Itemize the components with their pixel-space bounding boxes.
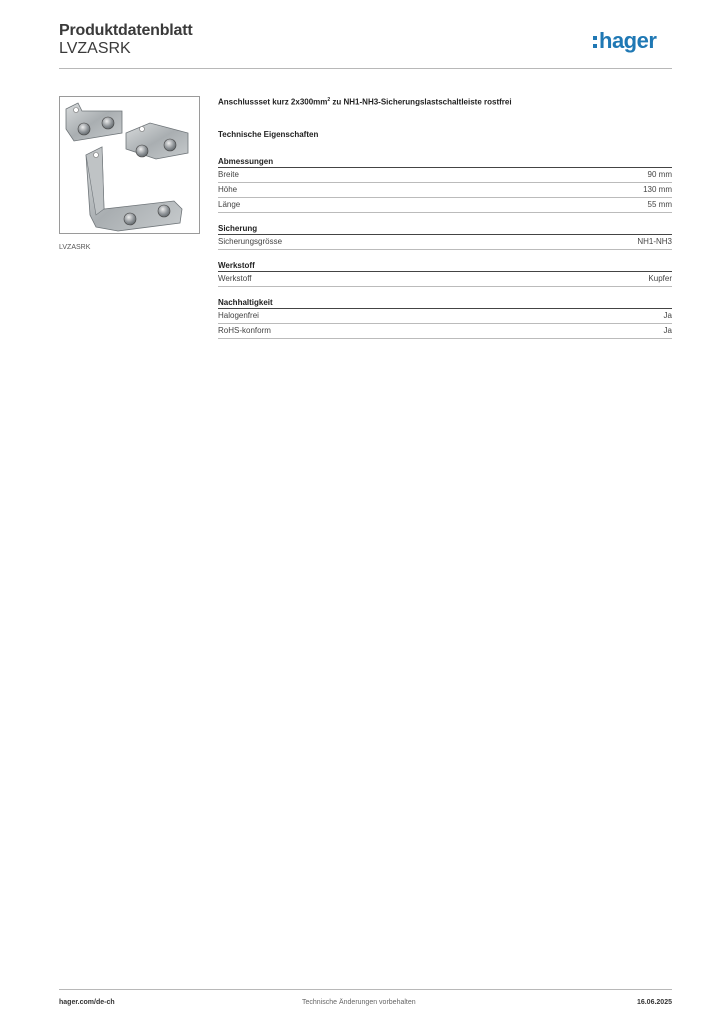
property-row bbox=[218, 324, 672, 339]
footer-date: 16.06.2025 bbox=[636, 999, 672, 1006]
hager-logo bbox=[593, 27, 675, 55]
property-label: RoHS-konform bbox=[218, 326, 271, 335]
property-label: Werkstoff bbox=[218, 274, 252, 283]
group-title: Abmessungen bbox=[218, 156, 672, 168]
logo-text: hager bbox=[599, 28, 657, 53]
logo-dot-bottom bbox=[593, 44, 597, 48]
page-title: Produktdatenblatt bbox=[59, 22, 193, 39]
properties-table bbox=[218, 156, 672, 349]
property-value: 130 mm bbox=[643, 185, 672, 194]
property-row bbox=[218, 183, 672, 198]
property-value: Kupfer bbox=[648, 274, 672, 283]
property-row bbox=[218, 168, 672, 183]
description-rest: zu NH1-NH3-Sicherungslastschaltleiste rostfrei bbox=[330, 97, 512, 107]
technical-properties-heading: Technische Eigenschaften bbox=[218, 130, 319, 139]
group-sustainability bbox=[218, 297, 672, 339]
group-fuse bbox=[218, 223, 672, 250]
product-code: LVZASRK bbox=[59, 40, 131, 57]
property-label: Länge bbox=[218, 200, 241, 209]
product-illustration bbox=[60, 97, 199, 233]
footer-divider bbox=[59, 989, 672, 990]
header-divider bbox=[59, 68, 672, 69]
group-title: Nachhaltigkeit bbox=[218, 297, 672, 309]
website-link[interactable]: hager.com/de-ch bbox=[59, 999, 115, 1006]
property-row bbox=[218, 272, 672, 287]
property-value: Ja bbox=[663, 311, 672, 320]
group-title: Werkstoff bbox=[218, 260, 672, 272]
property-label: Sicherungsgrösse bbox=[218, 237, 283, 246]
property-label: Höhe bbox=[218, 185, 238, 194]
image-caption: LVZASRK bbox=[59, 244, 91, 251]
connector-plate-2 bbox=[126, 123, 188, 159]
property-row bbox=[218, 309, 672, 324]
group-material bbox=[218, 260, 672, 287]
property-value: NH1-NH3 bbox=[637, 237, 672, 246]
connector-bracket bbox=[86, 147, 182, 231]
connector-plate-1 bbox=[66, 103, 122, 141]
product-description bbox=[218, 97, 672, 107]
product-image bbox=[59, 96, 200, 234]
property-label: Halogenfrei bbox=[218, 311, 259, 320]
property-label: Breite bbox=[218, 170, 239, 179]
property-row bbox=[218, 198, 672, 213]
property-value: 90 mm bbox=[647, 170, 672, 179]
group-dimensions bbox=[218, 156, 672, 213]
property-value: 55 mm bbox=[647, 200, 672, 209]
footer-notice: Technische Änderungen vorbehalten bbox=[302, 999, 416, 1006]
group-title: Sicherung bbox=[218, 223, 672, 235]
description-main: Anschlussset kurz 2x300mm bbox=[218, 97, 328, 107]
logo-dot-top bbox=[593, 36, 597, 40]
property-row bbox=[218, 235, 672, 250]
description-superscript: 2 bbox=[327, 97, 331, 103]
property-value: Ja bbox=[663, 326, 672, 335]
